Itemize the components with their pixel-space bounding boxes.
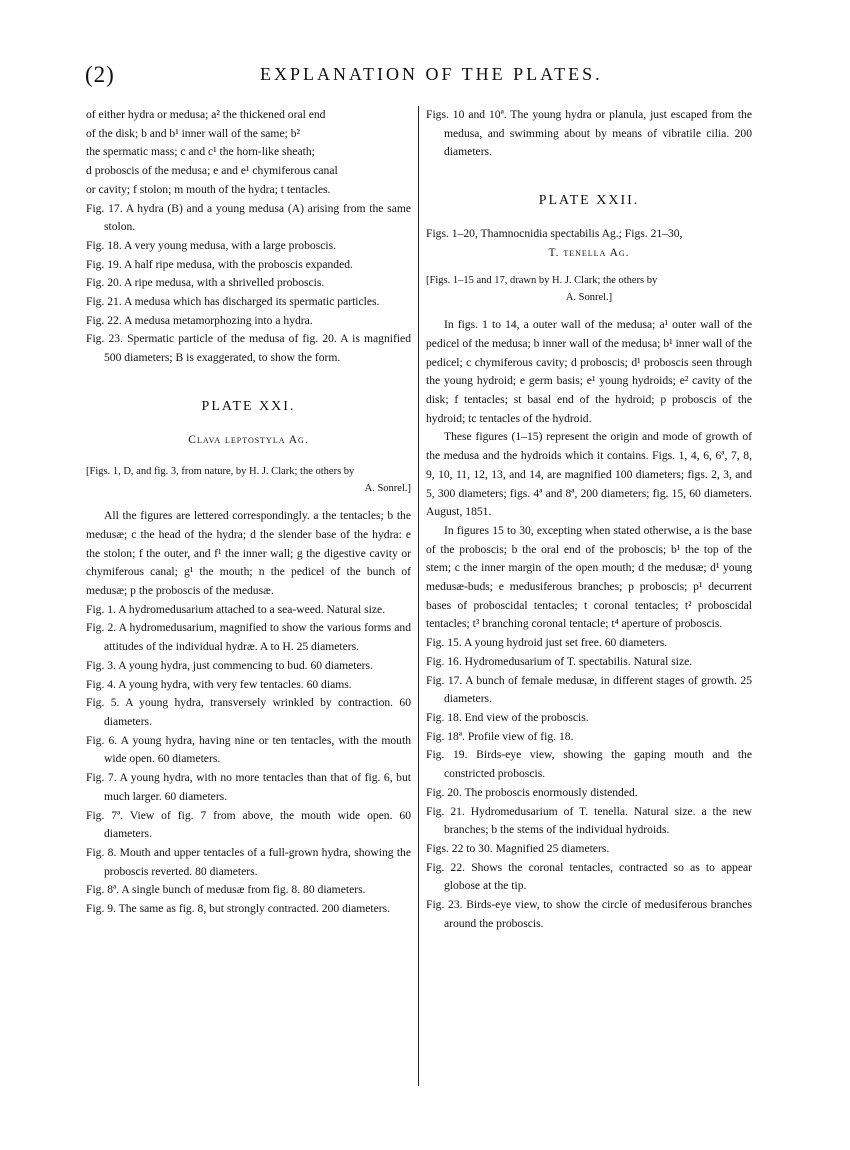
- figure-caption: Fig. 4. A young hydra, with very few tentacles. 60 diams.: [86, 677, 352, 691]
- figure-caption: Fig. 5. A young hydra, transversely wrinkled by contraction. 60 diameters.: [86, 696, 411, 728]
- intro-line: or cavity; f stolon; m mouth of the hydra; t tentacles.: [86, 182, 331, 196]
- figure-caption: Fig. 16. Hydromedusarium of T. spectabilis. Natural size.: [426, 654, 693, 668]
- running-title: EXPLANATION OF THE PLATES.: [260, 64, 603, 84]
- figure-caption: Fig. 17. A hydra (B) and a young medusa (A) arising from the same stolon.: [86, 201, 411, 234]
- figure-caption: Fig. 8ª. A single bunch of medusæ from fig. 8. 80 diameters.: [86, 883, 366, 897]
- lettering-paragraph: In figures 15 to 30, excepting when stated otherwise, a is the base of the proboscis; b the oral end of the proboscis; b¹ the top of the stem; c the inner margin of the open mouth; d the medusæ; d¹ young medusæ-buds; e medusiferous branches; p proboscis; p¹ decurrent bases of proboscidal tentacles; t coronal tentacles; t² proboscidal tentacles; t³ branching coronal tentacle; t⁴ aperture of proboscis.: [426, 523, 752, 631]
- figure-caption: Fig. 8. Mouth and upper tentacles of a full-grown hydra, showing the proboscis reverted. 80 diameters.: [86, 845, 411, 878]
- figure-caption: Fig. 18ª. Profile view of fig. 18.: [426, 729, 574, 743]
- plate-title: PLATE XXII.: [538, 193, 640, 209]
- figure-caption: Fig. 17. A bunch of female medusæ, in different stages of growth. 25 diameters.: [426, 673, 752, 706]
- figure-caption: Fig. 18. End view of the proboscis.: [426, 710, 589, 724]
- intro-line: of the disk; b and b¹ inner wall of the same; b²: [86, 126, 300, 140]
- figure-caption: Fig. 7ª. View of fig. 7 from above, the mouth wide open. 60 diameters.: [86, 808, 411, 841]
- intro-line: of either hydra or medusa; a² the thickened oral end: [86, 108, 326, 121]
- figure-caption: Fig. 21. Hydromedusarium of T. tenella. Natural size. a the new branches; b the stems of the individual hydroids.: [426, 804, 752, 837]
- figure-caption: Fig. 22. A medusa metamorphozing into a hydra.: [86, 313, 313, 327]
- plate-title: PLATE XXI.: [201, 398, 296, 414]
- column-divider: [418, 106, 419, 1086]
- plate-credit: [86, 463, 411, 497]
- page-header: [85, 62, 765, 90]
- right-column: [426, 106, 752, 933]
- intro-line: d proboscis of the medusa; e and e¹ chymiferous canal: [86, 164, 338, 178]
- figure-caption: Fig. 15. A young hydroid just set free. 60 diameters.: [426, 636, 668, 650]
- figure-caption: Fig. 7. A young hydra, with no more tentacles than that of fig. 6, but much larger. 60 diameters.: [86, 771, 411, 803]
- description-paragraph: These figures (1–15) represent the origin and mode of growth of the medusa and the hydroids which it contains. Figs. 1, 4, 6, 6ª, 7, 8, 9, 10, 11, 12, 13, and 14, are magnified 100 diameters; figs. 2, 3, and 5, 300 diameters; figs. 4ª and 8ª, 200 diameters; fig. 15, 60 diameters. August, 1851.: [426, 430, 752, 519]
- figure-caption: Fig. 22. Shows the coronal tentacles, contracted so as to appear globose at the tip.: [426, 860, 752, 893]
- figure-caption: Figs. 22 to 30. Magnified 25 diameters.: [426, 841, 610, 855]
- credit-line: A. Sonrel.]: [364, 483, 411, 495]
- figure-caption: Fig. 1. A hydromedusarium attached to a sea-weed. Natural size.: [86, 602, 386, 616]
- page-number: (2): [85, 62, 115, 87]
- figure-caption: Fig. 18. A very young medusa, with a large proboscis.: [86, 238, 336, 252]
- left-column: [86, 106, 411, 919]
- credit-line: [Figs. 1, D, and fig. 3, from nature, by H. J. Clark; the others by: [86, 466, 355, 478]
- lettering-paragraph: All the figures are lettered correspondingly. a the tentacles; b the medusæ; c the head of the hydra; d the slender base of the hydra: e the stolon; f the outer, and f¹ the inner wall; g the digestive cavity or chymiferous canal; g¹ the mouth; n the pedicel of the bunch of medusæ; p the proboscis of the medusæ.: [86, 509, 411, 598]
- figure-caption: Fig. 19. A half ripe medusa, with the proboscis expanded.: [86, 257, 353, 271]
- figure-caption: Fig. 20. The proboscis enormously distended.: [426, 785, 638, 799]
- species-heading: Clava leptostyla Ag.: [188, 433, 309, 446]
- intro-line: the spermatic mass; c and c¹ the horn-like sheath;: [86, 145, 315, 159]
- figure-caption: Fig. 2. A hydromedusarium, magnified to show the various forms and attitudes of the individual hydræ. A to H. 25 diameters.: [86, 621, 411, 654]
- figure-caption: Fig. 9. The same as fig. 8, but strongly contracted. 200 diameters.: [86, 902, 391, 916]
- credit-line: A. Sonrel.]: [565, 292, 613, 304]
- figure-caption: Fig. 21. A medusa which has discharged its spermatic particles.: [86, 295, 380, 309]
- figure-caption: Fig. 3. A young hydra, just commencing to bud. 60 diameters.: [86, 658, 373, 672]
- figure-caption: Figs. 10 and 10ª. The young hydra or planula, just escaped from the medusa, and swimming about by means of vibratile cilia. 200 diameters.: [426, 108, 752, 159]
- figure-caption: Fig. 23. Spermatic particle of the medusa of fig. 20. A is magnified 500 diameters; B is exaggerated, to show the form.: [86, 332, 411, 365]
- lettering-paragraph: In figs. 1 to 14, a outer wall of the medusa; a¹ outer wall of the pedicel of the medusa; b inner wall of the medusa; b¹ inner wall of the pedicel; c chymiferous cavity; d proboscis; d¹ proboscis seen through the young hydroid; e germ basis; e¹ young hydroids; e² cavity of the disk; f tentacles; st basal end of the hydroid; p proboscis of the hydroid; tc tentacles of the hydroid.: [426, 318, 752, 425]
- figure-caption: Fig. 20. A ripe medusa, with a shrivelled proboscis.: [86, 276, 325, 290]
- figure-caption: Fig. 23. Birds-eye view, to show the circle of medusiferous branches around the proboscis.: [426, 898, 752, 930]
- plate-credit: [426, 272, 752, 306]
- figure-caption: Fig. 19. Birds-eye view, showing the gaping mouth and the constricted proboscis.: [426, 748, 752, 781]
- species-heading: T. tenella Ag.: [548, 246, 630, 259]
- credit-line: [Figs. 1–15 and 17, drawn by H. J. Clark; the others by: [426, 275, 658, 287]
- figure-caption: Fig. 6. A young hydra, having nine or ten tentacles, with the mouth wide open. 60 diameters.: [86, 733, 411, 766]
- species-heading: Figs. 1–20, Thamnocnidia spectabilis Ag.; Figs. 21–30,: [426, 226, 683, 240]
